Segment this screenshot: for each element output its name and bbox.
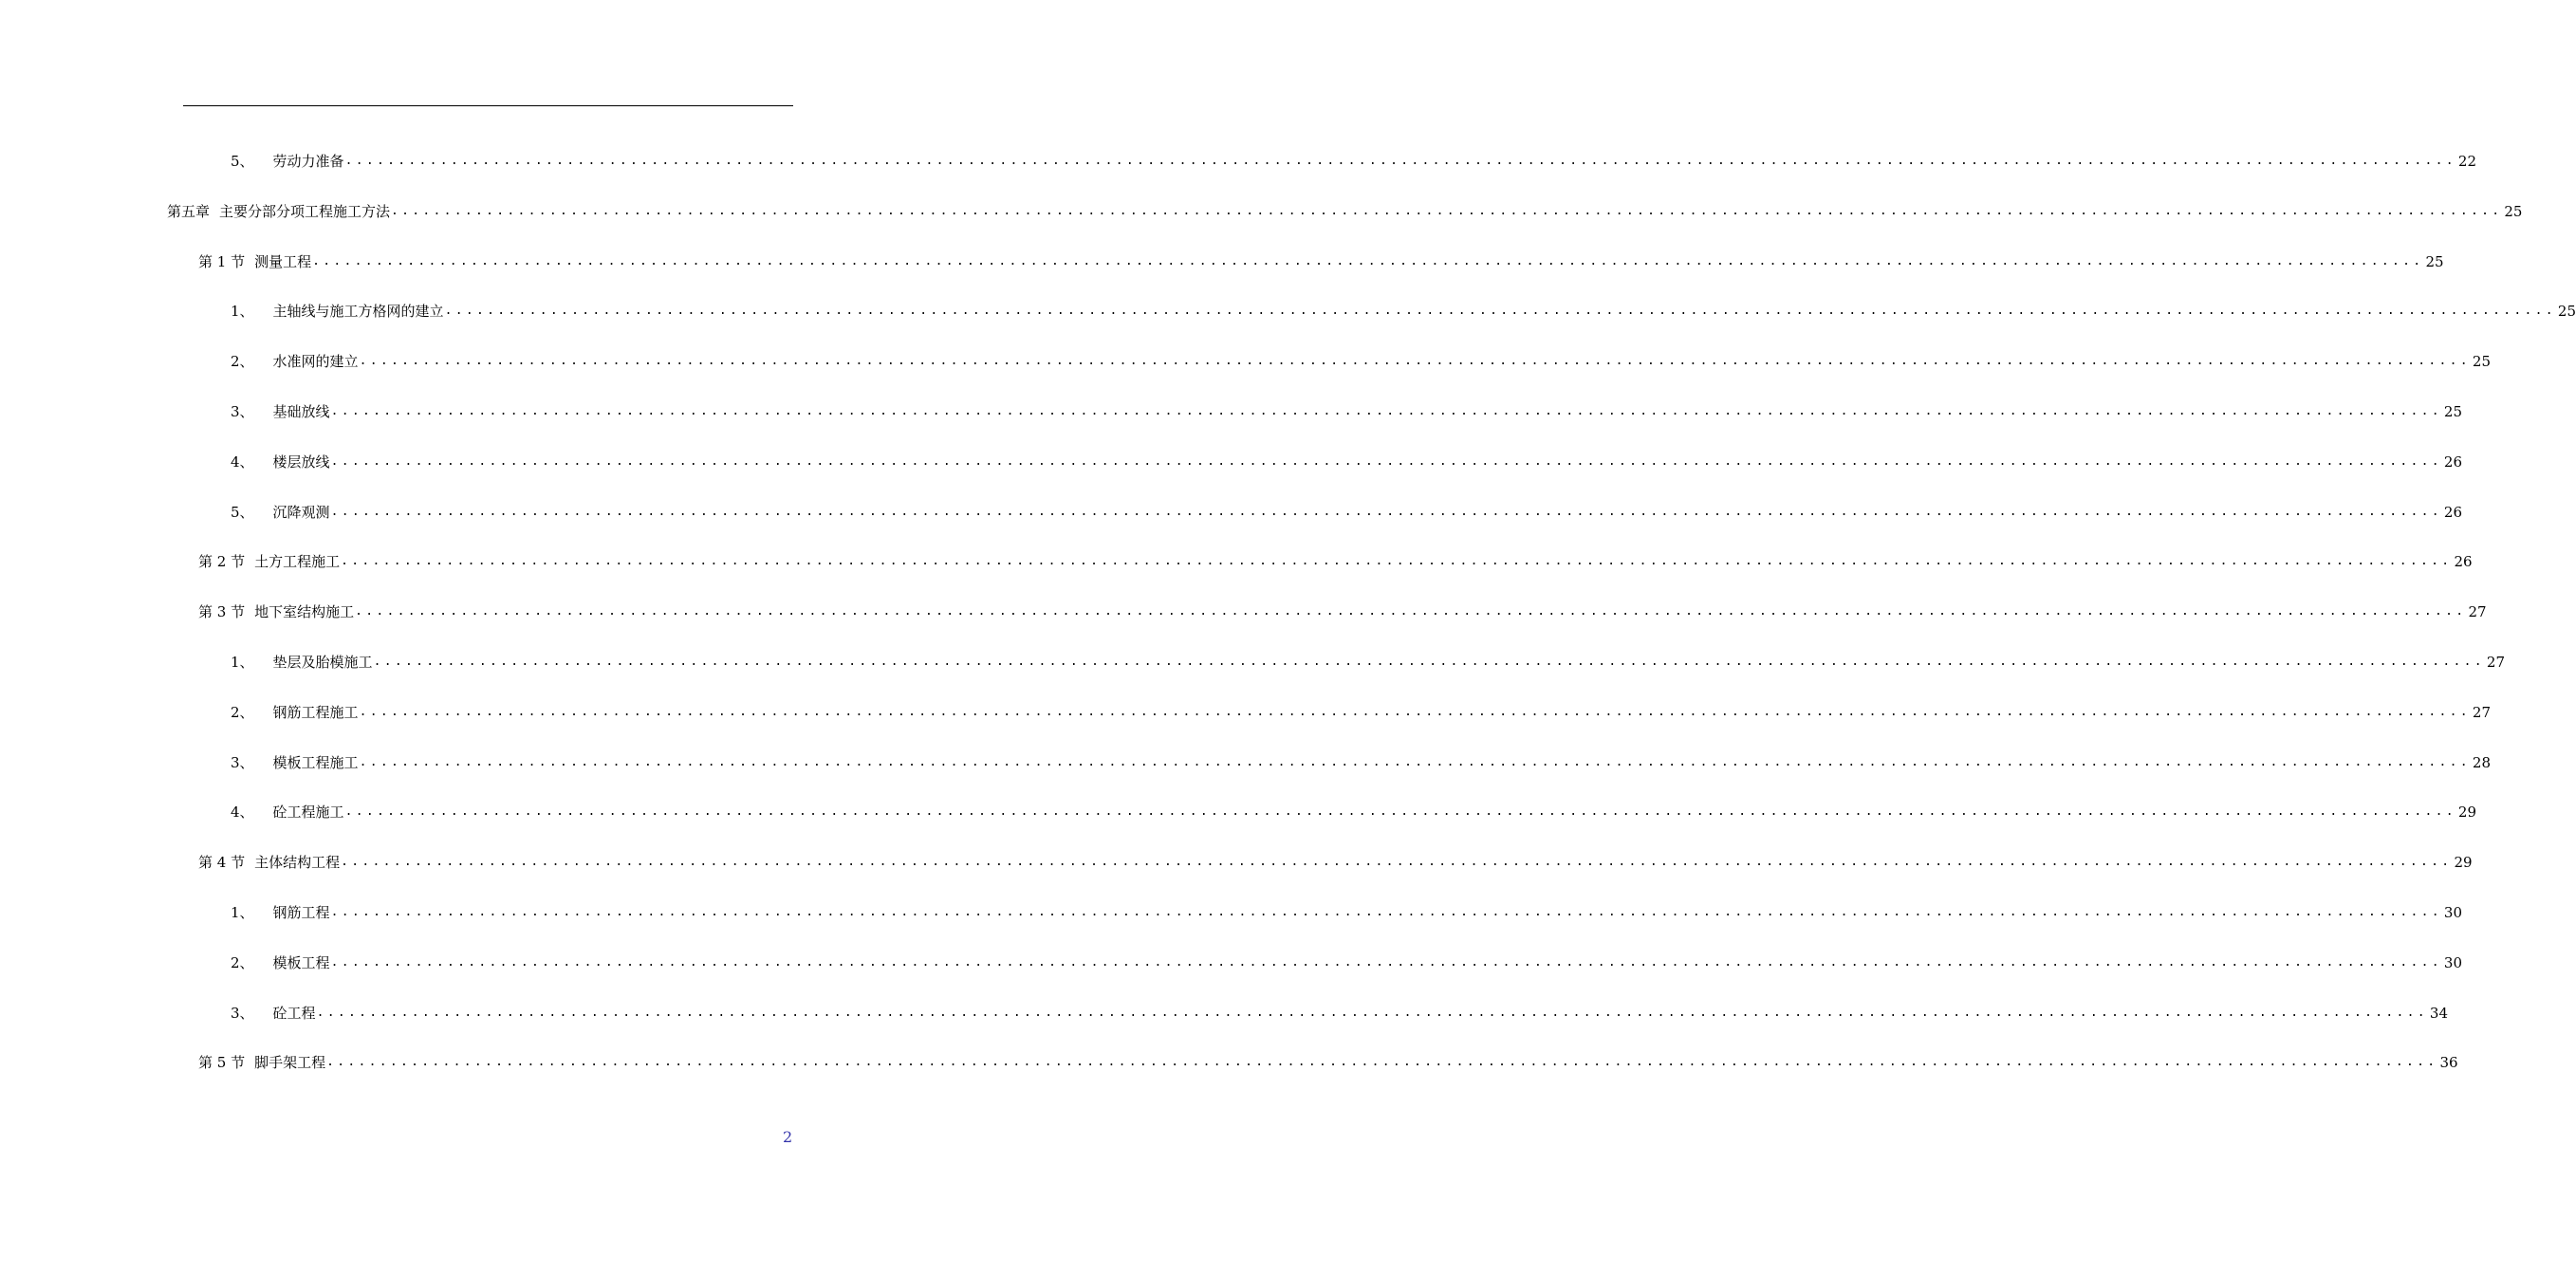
toc-entry-number: 1、 [231,654,254,671]
toc-dot-leader: ........................................................................................................................................................................................................ [341,554,2453,568]
toc-entry[interactable] [198,851,2473,874]
toc-entry-page: 26 [2454,553,2473,570]
toc-dot-leader: ........................................................................................................................................................................................................ [359,705,2471,719]
toc-entry-page: 30 [2443,904,2462,921]
toc-entry[interactable] [231,701,2491,724]
toc-dot-leader: ........................................................................................................................................................................................................ [330,905,2442,919]
toc-entry-number: 5、 [231,153,254,170]
toc-dot-leader: ........................................................................................................................................................................................................ [341,855,2453,869]
toc-entry[interactable] [231,751,2491,774]
toc-entry-number: 1、 [231,303,254,320]
toc-entry-number: 第 2 节 [198,553,246,570]
toc-entry-title: 垫层及胎模施工 [272,654,373,671]
toc-entry[interactable] [231,952,2462,974]
toc-entry-title: 模板工程施工 [272,754,359,771]
toc-entry-page: 25 [2472,353,2491,370]
toc-entry-page: 27 [2472,704,2491,721]
toc-dot-leader: ........................................................................................................................................................................................................ [330,454,2442,469]
toc-entry-title: 沉降观测 [272,504,330,521]
toc-entry[interactable] [231,801,2476,823]
toc-entry-title: 水准网的建立 [272,353,359,370]
toc-dot-leader: ........................................................................................................................................................................................................ [355,604,2467,619]
toc-entry-title: 砼工程施工 [272,804,344,821]
toc-entry-page: 27 [2468,603,2487,620]
toc-entry-page: 30 [2443,954,2462,971]
toc-entry-number: 2、 [231,704,254,721]
toc-entry-page: 29 [2454,854,2473,871]
toc-entry-number: 4、 [231,804,254,821]
toc-entry[interactable] [231,501,2462,524]
toc-entry-page: 25 [2504,203,2523,220]
toc-dot-leader: ........................................................................................................................................................................................................ [359,354,2471,368]
toc-entry[interactable] [231,451,2462,473]
toc-dot-leader: ........................................................................................................................................................................................................ [316,1006,2428,1020]
toc-entry-number: 3、 [231,403,254,420]
toc-entry-title: 主要分部分项工程施工方法 [219,203,391,220]
toc-entry-title: 脚手架工程 [254,1054,326,1071]
toc-entry-title: 土方工程施工 [254,553,341,570]
toc-entry[interactable] [231,350,2491,373]
toc-entry-title: 砼工程 [272,1005,316,1022]
toc-dot-leader: ........................................................................................................................................................................................................ [312,254,2424,268]
toc-entry-title: 基础放线 [272,403,330,420]
toc-entry-page: 25 [2425,253,2444,270]
page-number: 2 [783,1128,793,1146]
toc-entry-page: 29 [2457,804,2476,821]
toc-dot-leader: ........................................................................................................................................................................................................ [330,955,2442,970]
toc-entry[interactable] [167,200,2523,223]
toc-entry-title: 测量工程 [254,253,312,270]
toc-dot-leader: ........................................................................................................................................................................................................ [344,154,2456,168]
toc-dot-leader: ........................................................................................................................................................................................................ [391,204,2503,218]
toc-entry-number: 2、 [231,954,254,971]
toc-entry-page: 22 [2457,153,2476,170]
toc-entry-title: 钢筋工程 [272,904,330,921]
toc-entry[interactable] [231,901,2462,924]
toc-entry-number: 3、 [231,1005,254,1022]
toc-entry[interactable] [231,1002,2448,1025]
toc-entry-number: 第 5 节 [198,1054,246,1071]
toc-entry[interactable] [198,250,2444,273]
toc-entry-number: 4、 [231,453,254,471]
toc-dot-leader: ........................................................................................................................................................................................................ [344,804,2456,819]
toc-dot-leader: ........................................................................................................................................................................................................ [326,1055,2438,1069]
toc-entry[interactable] [231,150,2476,173]
toc-entry-page: 25 [2443,403,2462,420]
toc-entry-number: 第五章 [167,203,211,220]
toc-dot-leader: ........................................................................................................................................................................................................ [444,304,2556,318]
toc-entry-number: 3、 [231,754,254,771]
toc-entry-title: 主轴线与施工方格网的建立 [272,303,444,320]
toc-entry-page: 36 [2439,1054,2458,1071]
toc-entry[interactable] [198,1051,2458,1074]
toc-entry-title: 劳动力准备 [272,153,344,170]
toc-entry-title: 楼层放线 [272,453,330,471]
toc-entry-title: 主体结构工程 [254,854,341,871]
toc-entry-number: 2、 [231,353,254,370]
toc-dot-leader: ........................................................................................................................................................................................................ [330,505,2442,519]
toc-dot-leader: ........................................................................................................................................................................................................ [373,655,2485,669]
toc-entry-page: 26 [2443,504,2462,521]
toc-entry[interactable] [198,601,2487,623]
toc-entry[interactable] [231,400,2462,423]
toc-entry-page: 28 [2472,754,2491,771]
toc-entry-title: 模板工程 [272,954,330,971]
toc-dot-leader: ........................................................................................................................................................................................................ [359,755,2471,769]
toc-entry-page: 27 [2486,654,2505,671]
toc-entry-page: 26 [2443,453,2462,471]
toc-entry[interactable] [231,300,2576,323]
toc-entry-number: 第 4 节 [198,854,246,871]
toc-entry[interactable] [231,651,2505,674]
toc-entry-number: 第 1 节 [198,253,246,270]
toc-entry[interactable] [198,550,2473,573]
toc-entry-number: 1、 [231,904,254,921]
toc-entry-number: 第 3 节 [198,603,246,620]
toc-entry-page: 34 [2429,1005,2448,1022]
toc-entry-title: 地下室结构施工 [254,603,355,620]
toc-dot-leader: ........................................................................................................................................................................................................ [330,404,2442,418]
toc-entry-number: 5、 [231,504,254,521]
toc-entry-page: 25 [2557,303,2576,320]
toc-entry-title: 钢筋工程施工 [272,704,359,721]
